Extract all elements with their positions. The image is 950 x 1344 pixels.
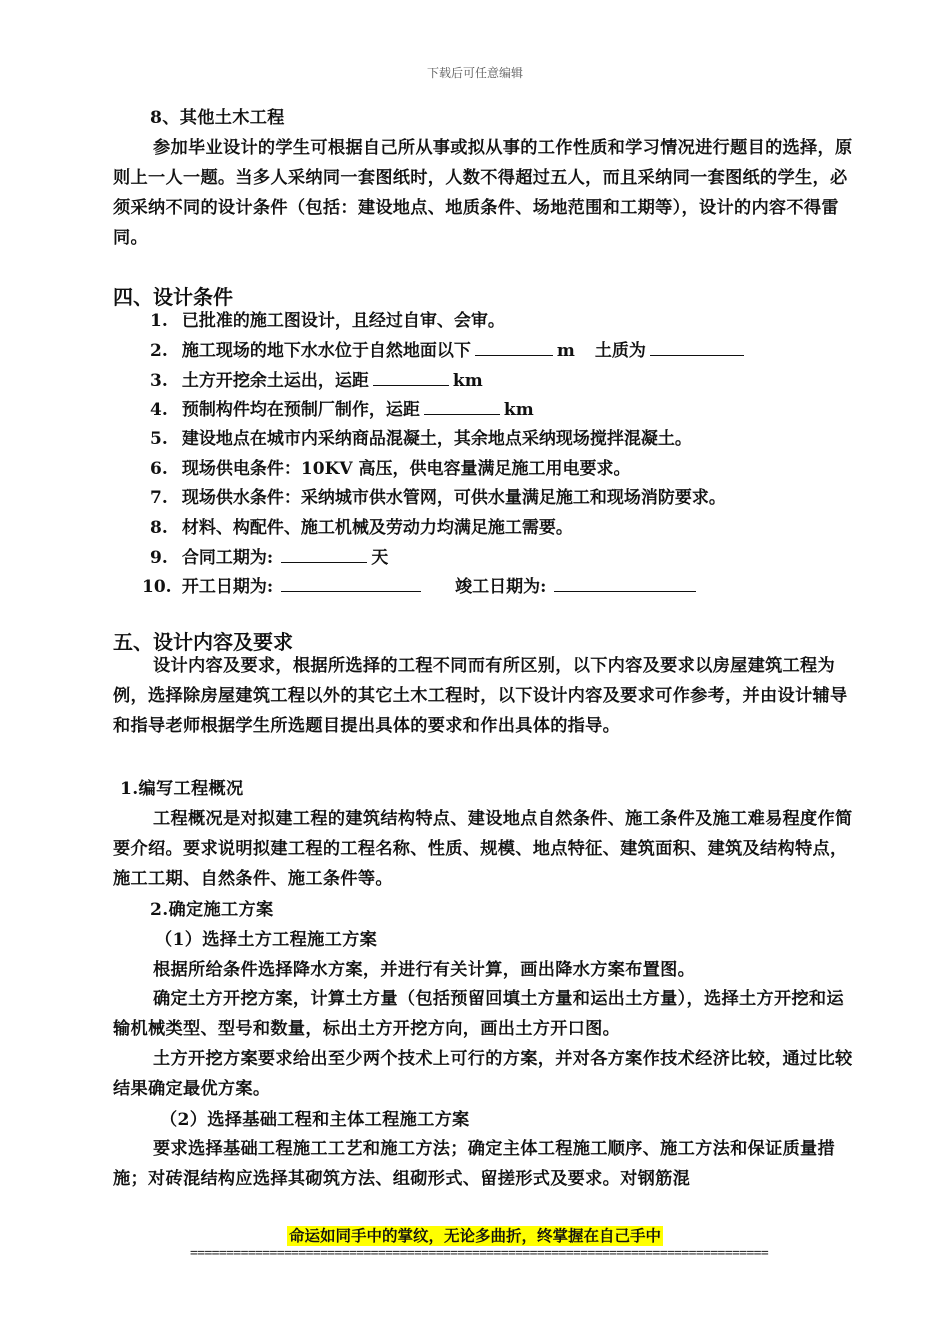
condition-item-1 (150, 306, 505, 336)
item-text: 土方开挖余土运出，运距 (181, 371, 369, 391)
condition-item-6 (150, 454, 630, 484)
condition-item-3 (150, 366, 483, 396)
item-text: 材料、构配件、施工机械及劳动力均满足施工需要。 (181, 518, 573, 538)
sub-2-2-title: （2）选择基础工程和主体工程施工方案 (160, 1110, 470, 1130)
sub-2-1-para-3: 土方开挖方案要求给出至少两个技术上可行的方案，并对各方案作技术经济比较，通过比较结果确定最优方案。 (113, 1049, 853, 1099)
item-text-end: 竣工日期为: (455, 577, 547, 597)
footer-separator: ================================================================================ (190, 1246, 769, 1261)
condition-item-10 (142, 572, 700, 602)
sub-2-1-title: （1）选择土方工程施工方案 (155, 930, 378, 950)
item-number: 7. (150, 488, 168, 508)
item-unit: m (556, 341, 575, 361)
sub-2-title: 2.确定施工方案 (150, 900, 274, 920)
blank-start-date[interactable] (281, 573, 421, 592)
blank-distance-soil[interactable] (373, 367, 449, 386)
sub-2-2-para-1: 要求选择基础工程施工工艺和施工方法；确定主体工程施工顺序、施工方法和保证质量措施；对砖混结构应选择其砌筑方法、组砌形式、留搓形式及要求。对钢筋混 (113, 1139, 836, 1189)
item-number: 5. (150, 429, 168, 449)
condition-item-9 (150, 543, 388, 573)
condition-item-4 (150, 395, 534, 425)
item-text: 开工日期为: (181, 577, 274, 597)
item-text: 现场供水条件：采纳城市供水管网，可供水量满足施工和现场消防要求。 (181, 488, 726, 508)
item-text-soil: 土质为 (594, 341, 646, 361)
sub-2-1-para-2: 确定土方开挖方案，计算土方量（包括预留回填土方量和运出土方量），选择土方开挖和运输机械类型、型号和数量，标出土方开挖方向，画出土方开口图。 (113, 989, 844, 1039)
item-unit: 天 (371, 548, 389, 568)
blank-contract-period[interactable] (281, 544, 367, 563)
sub-1-title: 1.编写工程概况 (120, 779, 244, 799)
item-text: 现场供电条件：10KV 高压，供电容量满足施工用电要求。 (181, 459, 631, 479)
item-text: 施工现场的地下水水位于自然地面以下 (181, 341, 471, 361)
condition-item-7 (150, 483, 726, 513)
item-number: 2. (150, 341, 168, 361)
item-text: 预制构件均在预制厂制作，运距 (181, 400, 420, 420)
item-number: 1. (150, 311, 168, 331)
footer-motto: 命运如同手中的掌纹，无论多曲折，终掌握在自己手中 (288, 1226, 661, 1245)
item-text: 建设地点在城市内采纳商品混凝土，其余地点采纳现场搅拌混凝土。 (181, 429, 692, 449)
item-8-heading: 8、其他土木工程 (150, 108, 285, 128)
item-number: 4. (150, 400, 168, 420)
condition-item-5 (150, 424, 692, 454)
footer-motto-wrap (0, 1226, 950, 1246)
sub-1-text: 工程概况是对拟建工程的建筑结构特点、建设地点自然条件、施工条件及施工难易程度作简要介绍。要求说明拟建工程的工程名称、性质、规模、地点特征、建筑面积、建筑及结构特点，施工工期、自然条件、施工条件等。 (113, 809, 853, 889)
item-number: 10. (142, 577, 172, 597)
blank-end-date[interactable] (554, 573, 696, 592)
sub-2-1-para-1: 根据所给条件选择降水方案，并进行有关计算，画出降水方案布置图。 (153, 960, 696, 980)
item-number: 8. (150, 518, 168, 538)
item-unit: km (503, 400, 534, 420)
section-5-title: 五、设计内容及要求 (113, 630, 293, 654)
item-text: 合同工期为: (181, 548, 274, 568)
blank-soil-type[interactable] (650, 337, 744, 356)
section-4-title: 四、设计条件 (113, 285, 233, 309)
condition-item-8 (150, 513, 573, 543)
page-header-note: 下载后可任意编辑 (426, 66, 523, 80)
item-unit: km (452, 371, 483, 391)
item-text: 已批准的施工图设计，且经过自审、会审。 (181, 311, 505, 331)
blank-water-level[interactable] (475, 337, 553, 356)
item-number: 9. (150, 548, 168, 568)
condition-item-2 (150, 336, 748, 366)
section-5-intro: 设计内容及要求，根据所选择的工程不同而有所区别，以下内容及要求以房屋建筑工程为例，选择除房屋建筑工程以外的其它土木工程时，以下设计内容及要求可作参考，并由设计辅导和指导老师根据学生所选题目提出具体的要求和作出具体的指导。 (113, 656, 848, 736)
item-number: 3. (150, 371, 168, 391)
item-number: 6. (150, 459, 168, 479)
intro-paragraph: 参加毕业设计的学生可根据自己所从事或拟从事的工作性质和学习情况进行题目的选择，原则上一人一题。当多人采纳同一套图纸时，人数不得超过五人，而且采纳同一套图纸的学生，必须采纳不同的设计条件（包括：建设地点、地质条件、场地范围和工期等），设计的内容不得雷同。 (113, 138, 853, 248)
blank-distance-precast[interactable] (424, 396, 500, 415)
